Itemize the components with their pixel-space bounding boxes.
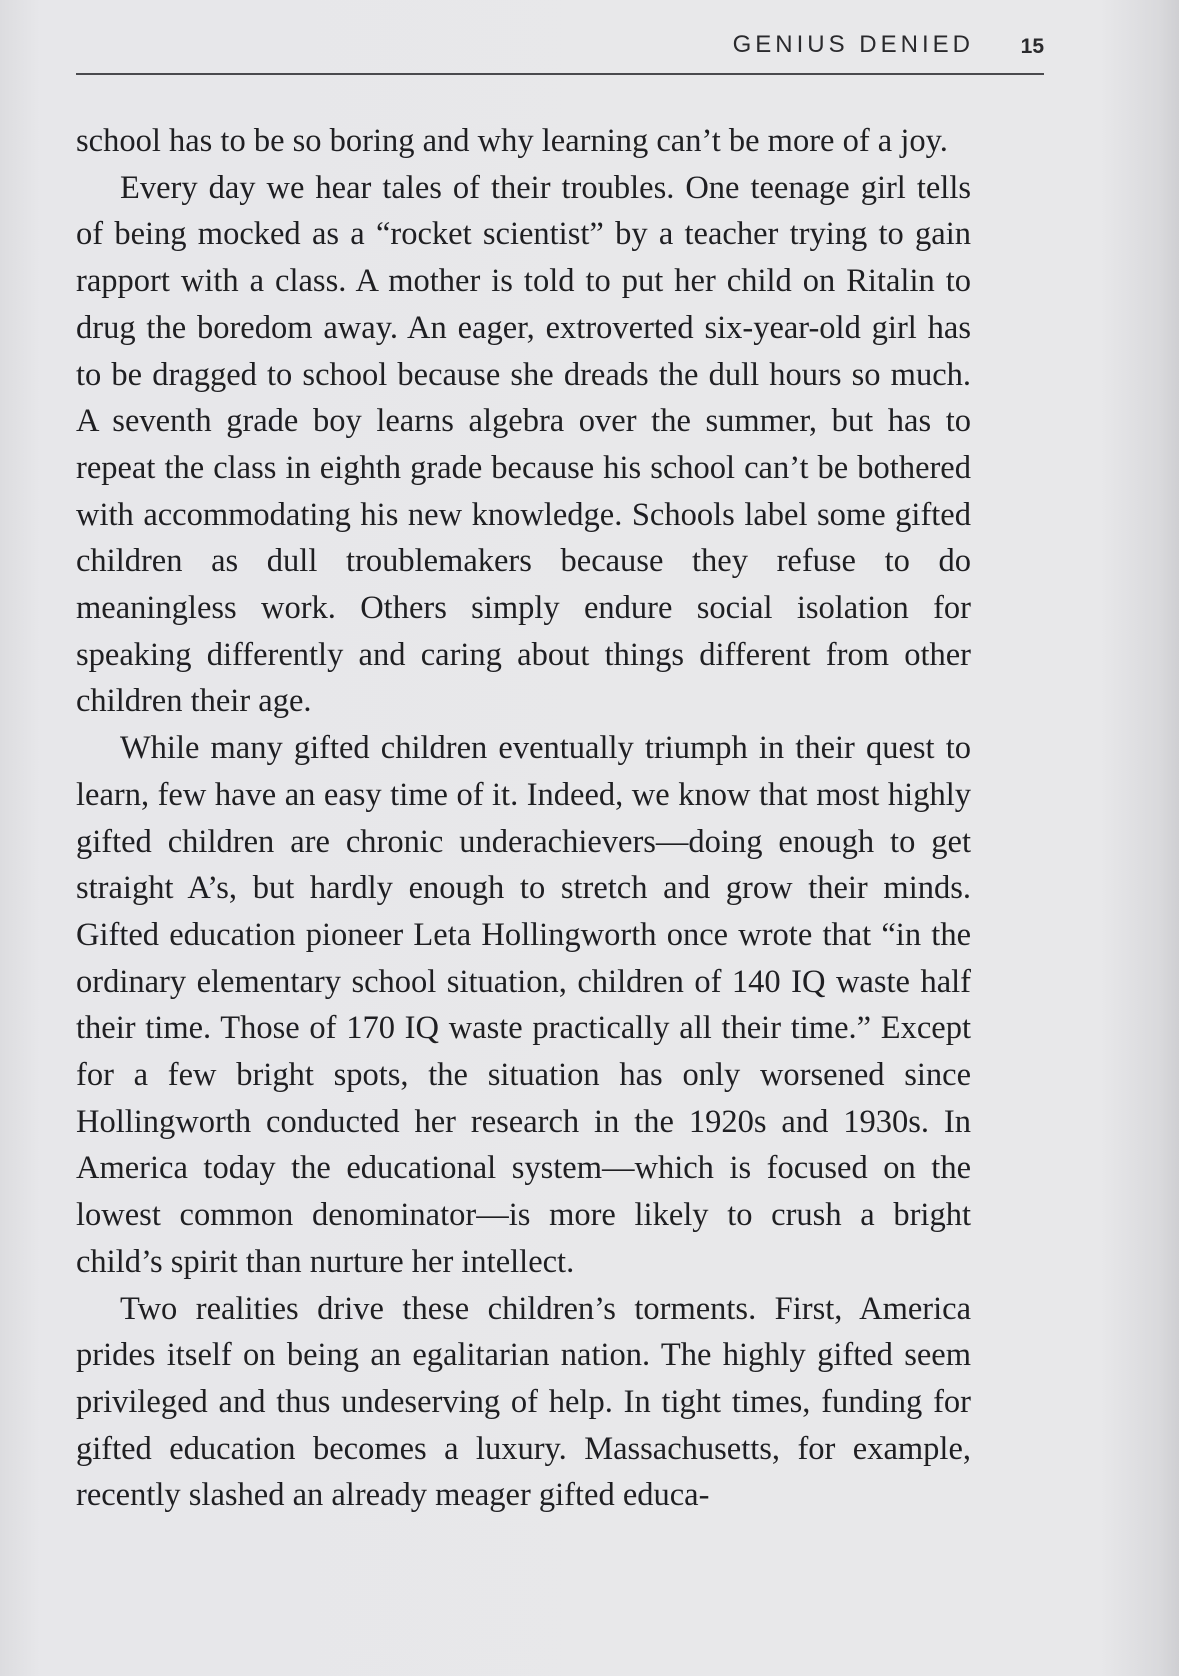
- page-number: 15: [1020, 35, 1044, 58]
- paragraph: While many gifted children eventually triumph in their quest to learn, few have an easy time of it. Indeed, we know that most highly gifted children are chronic underachievers—doing enough to get straight A’s, but hardly enough to stretch and grow their minds. Gifted education pioneer Leta Hollingworth once wrote that “in the ordinary elementary school situation, children of 140 IQ waste half their time. Those of 170 IQ waste practically all their time.” Except for a few bright spots, the situation has only worsened since Hollingworth conducted her research in the 1920s and 1930s. In America today the educational system—which is focused on the lowest common denominator—is more likely to crush a bright child’s spirit than nurture her intellect.: [76, 730, 971, 1280]
- running-head: [76, 28, 1044, 68]
- body-text: [76, 118, 971, 1519]
- header-rule: [76, 73, 1044, 75]
- running-title: GENIUS DENIED: [732, 31, 974, 58]
- paragraph: Every day we hear tales of their troubles. One teenage girl tells of being mocked as a “rocket scientist” by a teacher trying to gain rapport with a class. A mother is told to put her child on Ritalin to drug the boredom away. An eager, extroverted six-year-old girl has to be dragged to school because she dreads the dull hours so much. A seventh grade boy learns algebra over the summer, but has to repeat the class in eighth grade because his school can’t be bothered with accommodating his new knowledge. Schools label some gifted children as dull troublemakers because they refuse to do meaningless work. Others simply endure social isolation for speaking differently and caring about things different from other children their age.: [76, 169, 971, 720]
- paragraph-continued: school has to be so boring and why learning can’t be more of a joy.: [76, 123, 948, 159]
- paragraph: Two realities drive these children’s torments. First, America prides itself on being an egalitarian nation. The highly gifted seem privileged and thus undeserving of help. In tight times, funding for gifted education becomes a luxury. Massachusetts, for example, recently slashed an already meager gifted educa-: [76, 1290, 971, 1514]
